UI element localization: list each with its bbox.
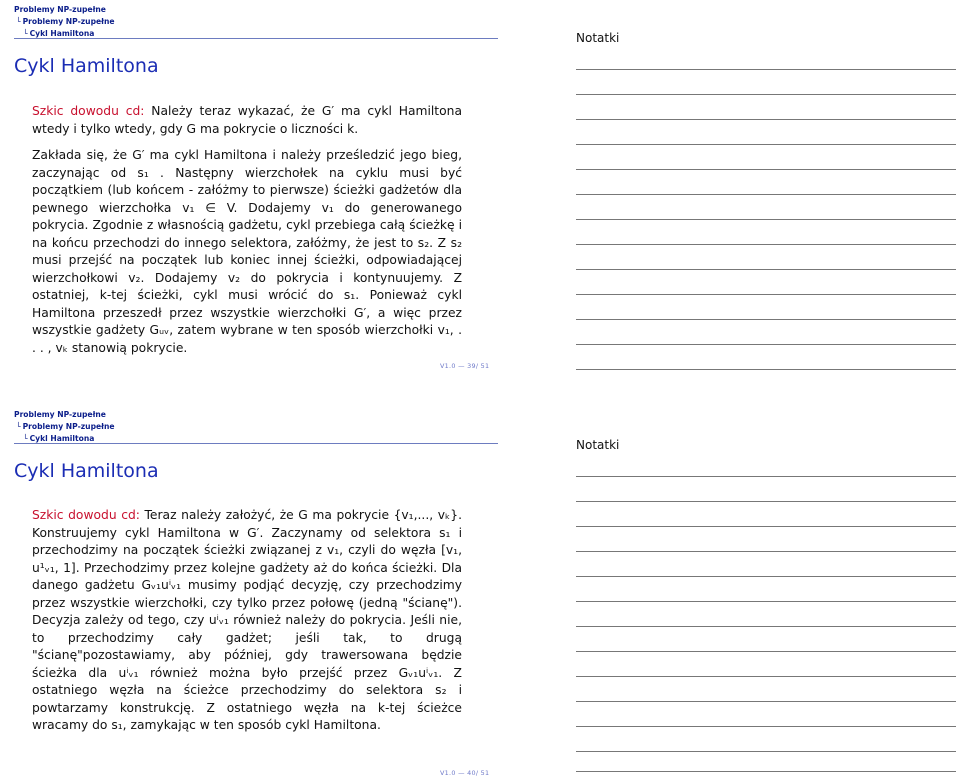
breadcrumb (14, 409, 115, 445)
notes-line (576, 144, 956, 145)
notes-line (576, 244, 956, 245)
notes-line (576, 751, 956, 752)
notes-line (576, 269, 956, 270)
notes-line (576, 676, 956, 677)
breadcrumb-item[interactable]: └ Cykl Hamiltona (14, 28, 115, 40)
proof-lead: Szkic dowodu cd: (32, 104, 145, 118)
breadcrumb (14, 4, 115, 40)
breadcrumb-item[interactable]: └ Cykl Hamiltona (14, 433, 115, 445)
slide-title: Cykl Hamiltona (14, 55, 159, 77)
paragraph (32, 507, 462, 735)
slide-footer: V1.0 — 39/ 51 (440, 362, 490, 370)
notes-line (576, 701, 956, 702)
slide-39 (0, 0, 510, 389)
notes-line (576, 369, 956, 370)
header-divider (14, 443, 498, 444)
notes-line (576, 319, 956, 320)
notes-line (576, 771, 956, 772)
notes-line (576, 476, 956, 477)
header-divider (14, 38, 498, 39)
paragraph-text: Zakłada się, że G′ ma cykl Hamiltona i należy prześledzić jego bieg, zaczynając od s₁ . Następny wierzchołek na cyklu musi być początkiem (lub końcem - załóżmy to pierwsze) ścieżki gadżetów dla pewnego wierzchołka v₁ ∈ V. Dodajemy v₁ do generowanego pokrycia. Zgodnie z własnością gadżetu, cykl przebiega całą ścieżkę i na końcu przechodzi do innego selektora, załóżmy, że jest to s₂. Z s₂ musi przejść na początek lub koniec innej ścieżki, odpowiadającej wierzchołkowi v₂. Dodajemy v₂ do pokrycia i kontynuujemy. Z ostatniej, k-tej ścieżki, cykl musi wrócić do s₁. Ponieważ cykl Hamiltona przeszedł przez wszystkie wierzchołki G′, a więc przez wszystkie gadżety Gᵤᵥ, zatem wybrane w ten sposób wierzchołki v₁, . . . , vₖ stanowią pokrycie. (32, 148, 462, 355)
notes-line (576, 194, 956, 195)
notes-panel (576, 0, 960, 389)
slide-body (32, 507, 462, 744)
paragraph (32, 103, 462, 138)
breadcrumb-item[interactable]: Problemy NP-zupełne (14, 5, 106, 14)
breadcrumb-item[interactable]: └ Problemy NP-zupełne (14, 421, 115, 433)
paragraph-text: Teraz należy założyć, że G ma pokrycie {v₁,..., vₖ}. Konstruujemy cykl Hamiltona w G′. Zaczynamy od selektora s₁ i przechodzimy na początek ścieżki związanej z v₁, czyli do węzła [v₁, u¹ᵥ₁, 1]. Przechodzimy przez kolejne gadżety aż do końca ścieżki. Dla danego gadżetu Gᵥ₁uⁱᵥ₁ musimy podjąć decyzję, czy przechodzimy przez wszystkie wierzchołki, czy tylko przez połowę (jedną "ścianę"). Decyzja zależy od tego, czy uⁱᵥ₁ również należy do pokrycia. Jeśli nie, to przechodzimy cały gadżet; jeśli tak, to drugą "ścianę"pozostawiamy, aby później, gdy trawersowana będzie ścieżka dla uⁱᵥ₁ również można było przejść przez Gᵥ₁uⁱᵥ₁. Z ostatniego węzła na ścieżce przechodzimy do selektora s₂ i powtarzamy konstrukcję. Z ostatniego węzła na k-tej ścieżce wracamy do s₁, zamykając w ten sposób cykl Hamiltona. (32, 508, 462, 732)
notes-line (576, 576, 956, 577)
notes-line (576, 601, 956, 602)
slide-40 (0, 405, 510, 779)
notes-label: Notatki (576, 31, 620, 45)
notes-line (576, 69, 956, 70)
notes-line (576, 94, 956, 95)
paragraph-text: Należy teraz wykazać, że G′ ma cykl Hamiltona wtedy i tylko wtedy, gdy G ma pokrycie o liczności k. (32, 104, 462, 136)
breadcrumb-item[interactable]: └ Problemy NP-zupełne (14, 16, 115, 28)
slide-footer: V1.0 — 40/ 51 (440, 769, 490, 777)
notes-line (576, 526, 956, 527)
notes-line (576, 501, 956, 502)
breadcrumb-item[interactable]: Problemy NP-zupełne (14, 410, 106, 419)
notes-line (576, 551, 956, 552)
notes-line (576, 119, 956, 120)
slide-body (32, 103, 462, 366)
notes-line (576, 294, 956, 295)
proof-lead: Szkic dowodu cd: (32, 508, 140, 522)
notes-line (576, 344, 956, 345)
notes-line (576, 651, 956, 652)
notes-line (576, 219, 956, 220)
notes-line (576, 169, 956, 170)
notes-label: Notatki (576, 438, 620, 452)
notes-panel (576, 405, 960, 779)
notes-line (576, 626, 956, 627)
slide-title: Cykl Hamiltona (14, 460, 159, 482)
notes-line (576, 726, 956, 727)
